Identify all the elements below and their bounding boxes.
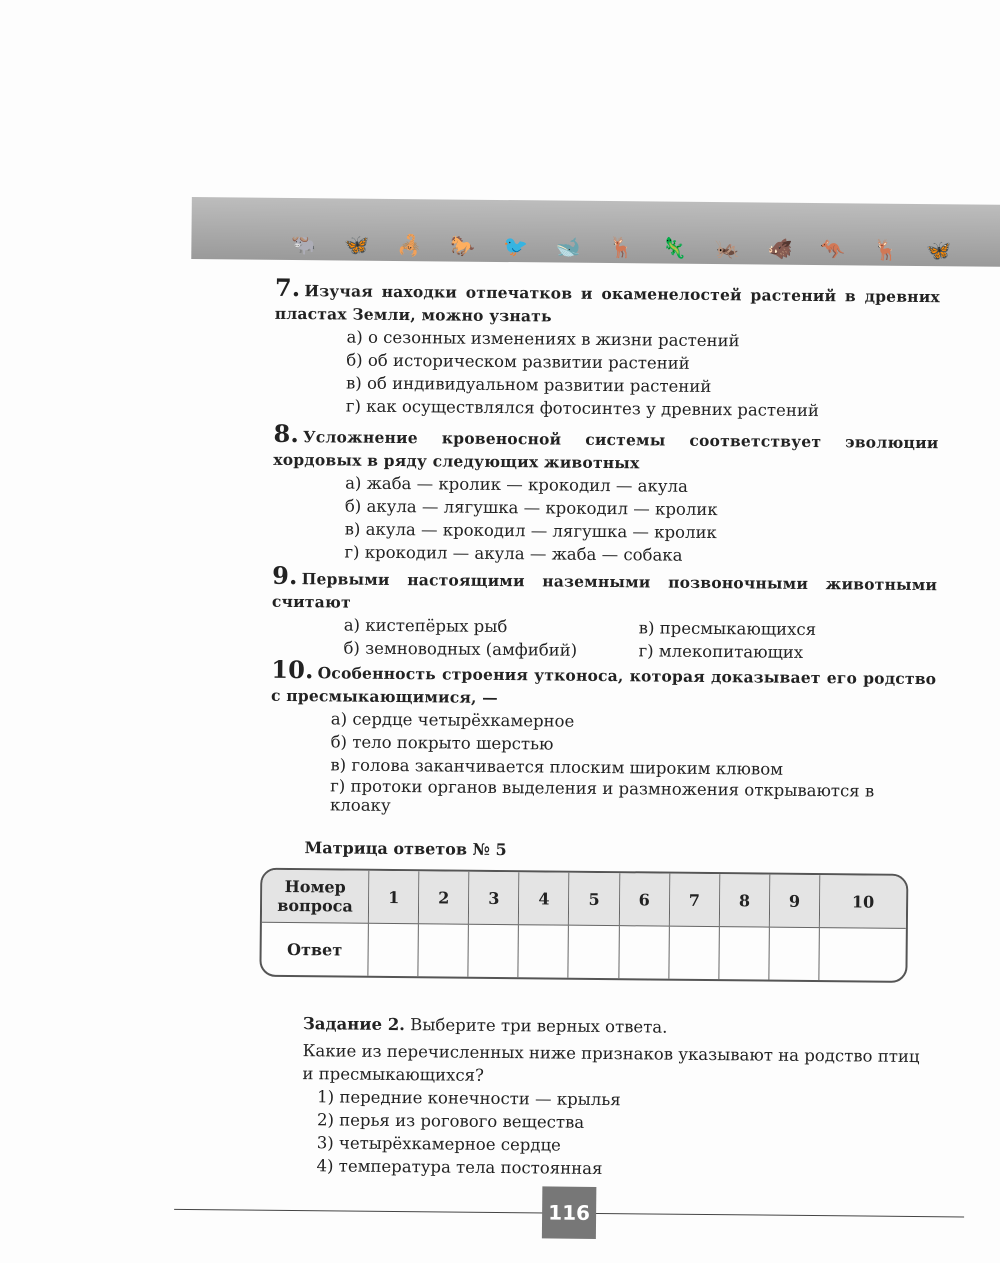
answer-cell[interactable] (569, 926, 620, 978)
option: в) голова заканчивается плоским широким клювом (330, 755, 784, 779)
answer-cell[interactable] (819, 928, 906, 981)
answer-cell[interactable] (368, 924, 419, 976)
question-8 (272, 418, 939, 569)
option: б) земноводных (амфибий) (343, 638, 578, 660)
column-header: 6 (619, 873, 670, 926)
option: б) акула — лягушка — крокодил — кролик (344, 496, 718, 520)
question-10 (270, 654, 937, 820)
task-label: Задание 2. (302, 1014, 406, 1035)
answer-cell[interactable] (669, 927, 720, 979)
answer-cell[interactable] (469, 925, 520, 977)
column-header: 3 (469, 872, 520, 925)
page-number: 116 (542, 1186, 596, 1239)
answer-cell[interactable] (719, 927, 770, 979)
row-header: Ответ (261, 923, 368, 976)
question-text: Усложнение кровеносной системы соответствует эволюции хордовых в ряду следующих животных (273, 427, 939, 473)
option: а) о сезонных изменениях в жизни растений (346, 327, 740, 351)
option: г) как осуществлялся фотосинтез у древних растений (345, 396, 819, 421)
option: 2) перья из рогового вещества (316, 1110, 585, 1132)
option: г) крокодил — акула — жаба — собака (344, 542, 683, 565)
option: а) жаба — кролик — крокодил — акула (345, 473, 688, 496)
column-header: 8 (720, 874, 771, 927)
animal-silhouettes-icon: 🐃 🦋 🦂 🐎 🐦 🐋 🦌 🦎 🦗 🐗 🦘 🦌 🦋 (291, 231, 952, 263)
task-2 (301, 1012, 933, 1183)
task-question: Какие из перечисленных ниже признаков указывают на родство птиц и пресмыкающихся? (302, 1041, 920, 1085)
task-instruction: Выберите три верных ответа. (410, 1015, 668, 1037)
column-header: 9 (770, 875, 821, 928)
question-7 (274, 272, 941, 423)
question-number: 10. (271, 654, 314, 685)
question-number: 9. (272, 560, 298, 591)
question-number: 8. (273, 418, 300, 449)
answer-cell[interactable] (519, 925, 570, 977)
column-header: 1 (369, 871, 420, 924)
option: 3) четырёхкамерное сердце (316, 1133, 561, 1155)
answer-matrix (259, 868, 908, 983)
option: в) пресмыкающихся (638, 618, 817, 640)
column-header: 5 (569, 873, 620, 926)
question-text: Изучая находки отпечатков и окаменелостей растений в древних пластах Земли, можно узнать (274, 281, 941, 326)
question-text: Особенность строения утконоса, которая доказывает его родство с пресмыкающимися, — (270, 663, 937, 707)
option: г) протоки органов выделения и размножения открываются в клоаку (329, 776, 875, 815)
option: 1) передние конечности — крылья (317, 1087, 621, 1110)
question-text: Первыми настоящими наземными позвоночными животными считают (271, 569, 938, 612)
column-header: 2 (419, 871, 470, 924)
answer-cell[interactable] (769, 928, 820, 980)
option: в) об индивидуальном развитии растений (345, 373, 712, 397)
matrix-title: Матрица ответов № 5 (304, 838, 507, 860)
column-header: 4 (519, 872, 570, 925)
option: в) акула — крокодил — лягушка — кролик (344, 519, 717, 543)
column-header: 7 (670, 874, 721, 927)
column-header: 10 (820, 875, 907, 929)
option: а) кистепёрых рыб (343, 615, 508, 637)
answer-cell[interactable] (418, 924, 469, 976)
header-banner (191, 197, 1000, 267)
question-9 (271, 560, 938, 665)
option: б) тело покрыто шерстью (330, 732, 554, 754)
option: г) млекопитающих (638, 641, 804, 662)
row-header: Номер вопроса (262, 870, 370, 924)
answer-cell[interactable] (619, 926, 670, 978)
question-number: 7. (274, 272, 301, 303)
option: б) об историческом развитии растений (346, 350, 690, 373)
option: 4) температура тела постоянная (316, 1156, 603, 1179)
option: а) сердце четырёхкамерное (330, 709, 575, 731)
